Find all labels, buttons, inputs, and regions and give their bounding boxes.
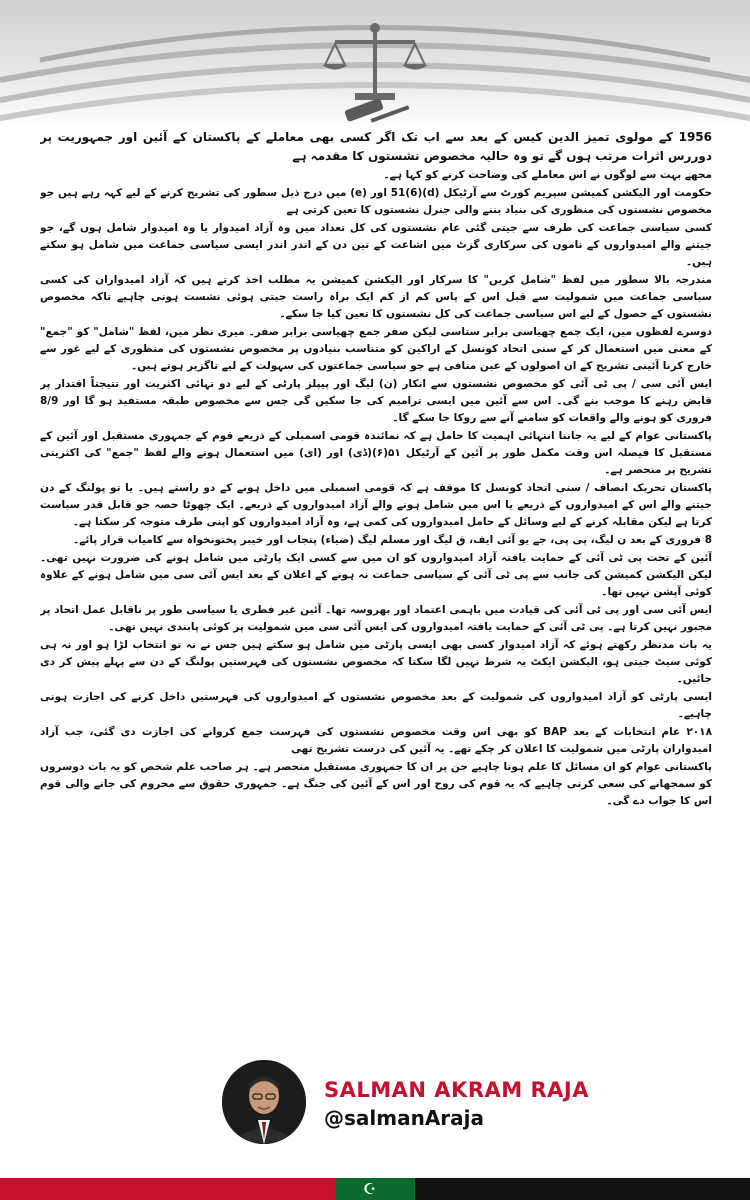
paragraph: مجھے بہت سے لوگوں نے اس معاملے کی وضاحت کرنے کو کہا ہے۔ <box>383 169 712 181</box>
parliament-scales-icon <box>0 0 750 130</box>
paragraph: کسی سیاسی جماعت کی طرف سے جیتی گئی عام نشستوں کی کل تعداد میں وہ آزاد امیدوار یا وہ امیدوار شامل ہوں گے، جو جیتنے والے امیدواروں کے ناموں کی سرکاری گزٹ میں اشاعت کے تین دن کے اندر اندر ایسی سیاسی جماعت میں شامل ہو سکتے ہیں۔ <box>40 222 712 268</box>
paragraph: پاکستان تحریک انصاف / سنی اتحاد کونسل کا موقف ہے کہ قومی اسمبلی میں داخل ہونے کے دو راستے ہیں۔ یا تو پولنگ کے دن جیتنے والے اس کے امیدواروں کے ذریعے یا اس میں شامل ہونے والے آزاد امیدواروں کے ذریعے۔ ایک چھوٹا حصہ جو قابل قدر سیاست کرتا ہے لیکن مقابلہ کرنے کے لیے وسائل کے حامل امیدواروں کی کمی ہے، وہ آزاد امیدواروں کو اپنی طرف متوجہ کر سکتا ہے۔ <box>40 482 712 528</box>
black-stripe <box>415 1178 750 1200</box>
flag-stripe <box>0 1178 750 1200</box>
paragraph: حکومت اور الیکشن کمیشن سپریم کورٹ سے آرٹیکل (d)(6)51 اور (e) میں درج ذیل سطور کی تشریح کرنے کے لیے کہہ رہے ہیں جو مخصوص نشستوں کی منظوری کی بنیاد بننے والی جنرل نشستوں کا تعین کرتی ہے <box>40 187 712 216</box>
paragraph: 1956 کے مولوی تمیز الدین کیس کے بعد سے اب تک اگر کسی بھی معاملے کے پاکستان کے آئین اور جمہوریت پر دوررس اثرات مرتب ہوں گے تو وہ حالیہ مخصوص نشستوں کا مقدمہ ہے <box>40 130 712 163</box>
paragraph: ایسی پارٹی کو آزاد امیدواروں کی شمولیت کے بعد مخصوص نشستوں کے امیدواروں کی فہرستیں داخل کرنے کی اجازت ہونی چاہیے۔ <box>40 691 712 720</box>
red-stripe <box>0 1178 335 1200</box>
paragraph: ایس آئی سی / پی ٹی آئی کو مخصوص نشستوں سے انکار (ن) لیگ اور پیپلز پارٹی کے لیے دو تہائی اکثریت اور نتیجتاً اقتدار پر قابض رہنے کا موجب بنے گی۔ اس سے آئین میں ایسی ترامیم کی جا سکیں گی جس سے مخصوص طبقہ مستفید ہو گا اور 8/9 فروری کو ہونے والے واقعات کو سامنے آنے سے روکا جا سکے گا۔ <box>40 378 712 424</box>
paragraph: مندرجہ بالا سطور میں لفظ "شامل کریں" کا سرکار اور الیکشن کمیشن یہ مطلب اخذ کرتے ہیں کہ آزاد امیدواران کی کسی سیاسی جماعت میں شمولیت سے قبل اس کے پاس کم از کم ایک براہ راست جیتی ہوئی نشست ہونی چاہیے تاکہ مخصوص نشستوں کے حصول کے لیے اس سیاسی جماعت کی کل نشستوں کا تعین کیا جا سکے۔ <box>40 274 712 320</box>
header-banner <box>0 0 750 130</box>
author-handle: @salmanAraja <box>324 1106 485 1130</box>
paragraph: دوسرے لفظوں میں، ایک جمع چھیاسی برابر ستاسی لیکن صفر جمع چھیاسی برابر صفر۔ میری نظر میں، لفظ "شامل" کو "جمع" کے معنی میں استعمال کر کے سنی اتحاد کونسل کے اراکین کو متناسب بنیادوں پر مخصوص نشستوں کی منظوری کے لیے غور سے خارج کرنا آئینی تشریح کے ان اصولوں کے عین منافی ہے جو سیاسی جماعتوں کی سہولت کے لیے ناگزیر ہوتے ہیں۔ <box>40 326 712 372</box>
paragraph: ۲۰۱۸ عام انتخابات کے بعد BAP کو بھی اس وقت مخصوص نشستوں کی فہرست جمع کروانے کی اجازت دی گئی، جب آزاد امیدواران پارٹی میں شمولیت کا اعلان کر چکے تھے۔ یہ آئین کی درست تشریح تھی <box>40 726 712 755</box>
crescent-star-icon: ☪ <box>363 1180 377 1198</box>
paragraph: پاکستانی عوام کے لیے یہ جاننا انتہائی اہمیت کا حامل ہے کہ نمائندہ قومی اسمبلی کے ذریعے قوم کے جمہوری مستقبل اور آئین کے مستقبل کا فیصلہ اس وقت مکمل طور پر آئین کے آرٹیکل ۵۱(۶)(ڈی) اور (ای) میں استعمال ہونے والے لفظ "جمع" کی اکثریتی تشریح پر منحصر ہے۔ <box>40 430 712 476</box>
article-body <box>40 128 712 988</box>
paragraph: آئین کے تحت پی ٹی آئی کے حمایت یافتہ آزاد امیدواروں کو ان میں سے کسی ایک پارٹی میں شامل ہونے کی ضرورت نہیں تھی۔ لیکن الیکشن کمیشن کی جانب سے پی ٹی آئی کے سیاسی جماعت نہ ہونے کے اعلان کے بعد ایس آئی سی میں شامل ہونے کے علاوہ کوئی آپشن نہیں تھا۔ <box>40 552 712 598</box>
paragraph: یہ بات مدنظر رکھتے ہوئے کہ آزاد امیدوار کسی بھی ایسی پارٹی میں شامل ہو سکتے ہیں جس نے نہ تو انتخاب لڑا ہو اور نہ ہی کوئی سیٹ جیتی ہو، الیکشن ایکٹ یہ شرط نہیں لگا سکتا کہ مخصوص نشستوں کی فہرستیں پولنگ کے دن سے پہلے پیش کر دی جائیں۔ <box>40 639 712 685</box>
paragraph: ایس آئی سی اور پی ٹی آئی کی قیادت میں باہمی اعتماد اور بھروسہ تھا۔ آئین غیر فطری یا سیاسی طور پر ناقابل عمل اتحاد پر مجبور نہیں کرتا ہے۔ پی ٹی آئی کے حمایت یافتہ امیدواروں کی ایس آئی سی میں شمولیت پر کوئی پابندی نہیں تھی۔ <box>40 604 712 633</box>
avatar <box>222 1060 306 1144</box>
paragraph: 8 فروری کے بعد ن لیگ، پی پی، جے یو آئی ایف، ق لیگ اور مسلم لیگ (ضیاء) پنجاب اور خیبر پختونخواہ سے کامیاب قرار پائے۔ <box>73 534 712 546</box>
portrait-icon <box>222 1060 306 1144</box>
paragraph: پاکستانی عوام کو ان مسائل کا علم ہونا چاہیے جن پر ان کا جمہوری مستقبل منحصر ہے۔ ہر صاحب علم شخص کو یہ بات دوسروں کو سمجھانے کی سعی کرنی چاہیے کہ یہ قوم کی روح اور اس کے آئین کی جنگ ہے۔ جمہوری حقوق سے محروم کی جانے والی قوم اس کا جواب دے گی۔ <box>40 761 712 807</box>
green-stripe <box>335 1178 415 1200</box>
author-name: SALMAN AKRAM RAJA <box>324 1078 589 1102</box>
